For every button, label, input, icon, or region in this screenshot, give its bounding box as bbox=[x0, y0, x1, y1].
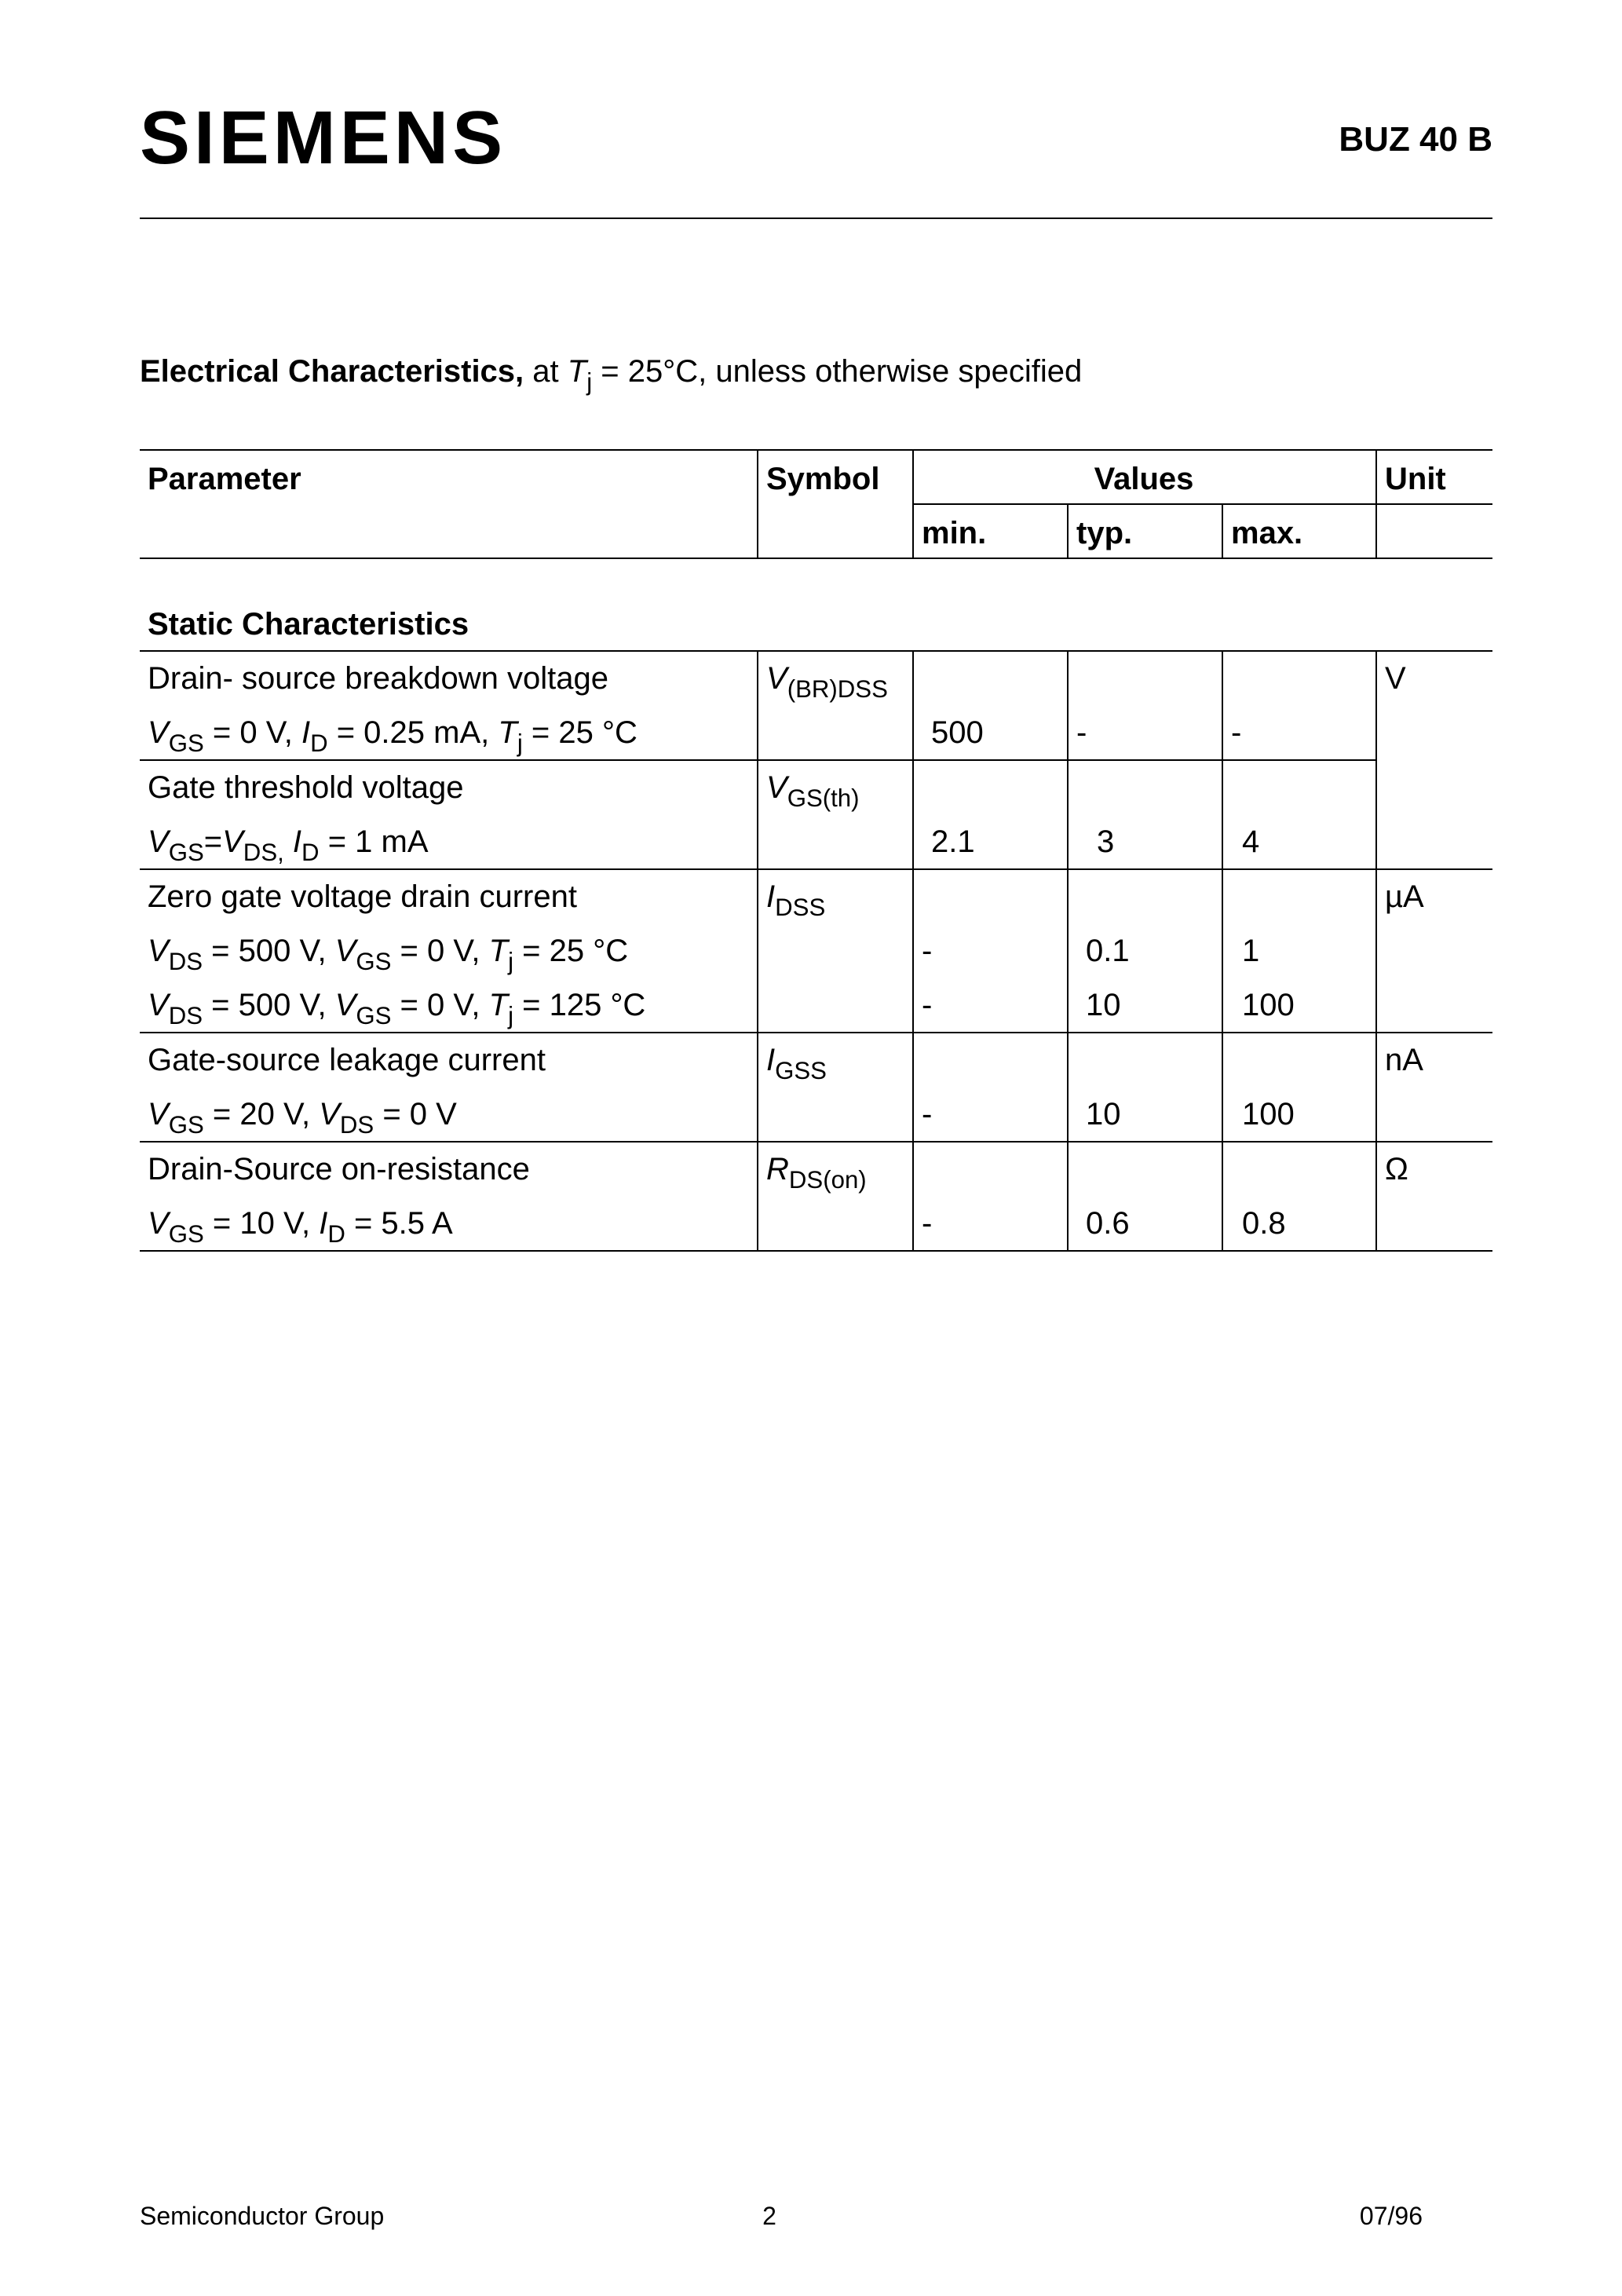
value-5-max: 100 bbox=[1242, 1097, 1295, 1132]
value-6-min: - bbox=[922, 1206, 933, 1241]
row1-parameter: Drain- source breakdown voltage bbox=[148, 661, 608, 696]
section-title: Static Characteristics bbox=[148, 607, 469, 642]
header-symbol: Symbol bbox=[766, 462, 880, 496]
condition-3-segment: GS bbox=[356, 947, 392, 975]
condition-1-segment: I bbox=[301, 715, 311, 750]
condition-4-segment: = 0 V, bbox=[391, 988, 489, 1022]
condition-6-segment: GS bbox=[168, 1219, 204, 1248]
row3-symbol-letter: I bbox=[766, 879, 776, 914]
value-4-max: 100 bbox=[1242, 988, 1295, 1022]
table-rule-bottom bbox=[140, 1250, 1492, 1252]
value-6-max: 0.8 bbox=[1242, 1206, 1286, 1241]
value-3-typ: 0.1 bbox=[1086, 934, 1130, 968]
condition-3-segment: V bbox=[148, 934, 169, 968]
caption-symbol: T bbox=[567, 354, 587, 389]
row1-symbol bbox=[766, 661, 888, 703]
row5-parameter: Drain-Source on-resistance bbox=[148, 1152, 530, 1186]
row3-parameter: Zero gate voltage drain current bbox=[148, 879, 577, 914]
value-3-min: - bbox=[922, 934, 933, 968]
condition-4-segment: V bbox=[148, 988, 169, 1022]
row1-symbol-letter: V bbox=[766, 661, 787, 696]
condition-4-segment: = 125 °C bbox=[513, 988, 646, 1022]
section-rule bbox=[140, 650, 1492, 652]
condition-5-segment: V bbox=[148, 1097, 169, 1132]
condition-2-segment: = bbox=[203, 824, 223, 859]
siemens-logo: SIEMENS bbox=[140, 96, 507, 180]
condition-line-5 bbox=[148, 1097, 457, 1139]
condition-4-segment: DS bbox=[168, 1001, 203, 1029]
row2-symbol-sub: GS(th) bbox=[787, 784, 860, 812]
header-divider-parameter bbox=[757, 449, 758, 558]
row5-symbol-sub: DS(on) bbox=[788, 1165, 867, 1194]
condition-1-segment: = 0 V, bbox=[203, 715, 301, 750]
table-caption bbox=[140, 351, 1083, 396]
row3-symbol bbox=[766, 879, 826, 921]
row5-unit: Ω bbox=[1385, 1152, 1408, 1186]
header-max: max. bbox=[1231, 516, 1303, 550]
condition-6-segment: = 5.5 A bbox=[345, 1206, 453, 1241]
condition-6-segment: V bbox=[148, 1206, 169, 1241]
header-parameter: Parameter bbox=[148, 462, 301, 496]
row4-parameter: Gate-source leakage current bbox=[148, 1043, 546, 1077]
header-rule bbox=[140, 218, 1492, 219]
row2-symbol-letter: V bbox=[766, 770, 787, 805]
condition-2-segment: V bbox=[148, 824, 169, 859]
value-2-min: 2.1 bbox=[931, 824, 975, 859]
condition-4-segment: GS bbox=[356, 1001, 392, 1029]
value-5-typ: 10 bbox=[1086, 1097, 1121, 1132]
value-1-typ: - bbox=[1076, 715, 1087, 750]
row-rule-3 bbox=[140, 1032, 1492, 1033]
condition-6-segment: I bbox=[319, 1206, 328, 1241]
condition-2-segment: GS bbox=[168, 838, 204, 866]
condition-line-3 bbox=[148, 934, 629, 975]
condition-1-segment: GS bbox=[168, 729, 204, 757]
row-rule-2 bbox=[140, 868, 1492, 870]
condition-3-segment: = 0 V, bbox=[391, 934, 489, 968]
page-number: 2 bbox=[762, 2202, 776, 2230]
body-divider-parameter bbox=[757, 650, 758, 1250]
caption-pre: at bbox=[524, 354, 568, 389]
row-rule-4 bbox=[140, 1141, 1492, 1143]
values-subheader-rule bbox=[912, 503, 1492, 505]
condition-5-segment: GS bbox=[168, 1110, 204, 1139]
row4-unit: nA bbox=[1385, 1043, 1423, 1077]
value-1-min: 500 bbox=[931, 715, 984, 750]
condition-3-segment: V bbox=[334, 934, 356, 968]
condition-3-segment: j bbox=[508, 947, 513, 975]
condition-1-segment: = 0.25 mA, bbox=[327, 715, 499, 750]
body-divider-min bbox=[1067, 650, 1069, 1250]
value-4-min: - bbox=[922, 988, 933, 1022]
condition-4-segment: T bbox=[488, 988, 509, 1022]
row5-symbol-letter: R bbox=[766, 1152, 789, 1186]
condition-1-segment: = 25 °C bbox=[522, 715, 637, 750]
body-divider-max bbox=[1375, 650, 1377, 1250]
condition-4-segment: V bbox=[334, 988, 356, 1022]
row2-symbol bbox=[766, 770, 860, 812]
value-2-max: 4 bbox=[1242, 824, 1260, 859]
value-2-typ: 3 bbox=[1097, 824, 1115, 859]
electrical-characteristics-table bbox=[140, 449, 1492, 1250]
body-divider-symbol bbox=[912, 650, 914, 1250]
condition-3-segment: DS bbox=[168, 947, 203, 975]
row5-symbol bbox=[766, 1152, 867, 1194]
condition-5-segment: = 20 V, bbox=[203, 1097, 320, 1132]
condition-2-segment: V bbox=[222, 824, 243, 859]
condition-2-segment: I bbox=[292, 824, 302, 859]
row1-unit: V bbox=[1385, 661, 1406, 696]
row4-symbol-sub: GSS bbox=[775, 1056, 827, 1084]
condition-4-segment: j bbox=[508, 1001, 513, 1029]
condition-1-segment: D bbox=[310, 729, 328, 757]
header-min: min. bbox=[922, 516, 987, 550]
value-6-typ: 0.6 bbox=[1086, 1206, 1130, 1241]
condition-3-segment: T bbox=[488, 934, 509, 968]
condition-line-6 bbox=[148, 1206, 453, 1248]
value-5-min: - bbox=[922, 1097, 933, 1132]
row2-parameter: Gate threshold voltage bbox=[148, 770, 464, 805]
caption-bold: Electrical Characteristics, bbox=[140, 354, 524, 389]
condition-5-segment: V bbox=[319, 1097, 340, 1132]
header-divider-min bbox=[1067, 503, 1069, 558]
condition-6-segment: D bbox=[327, 1219, 345, 1248]
condition-3-segment: = 500 V, bbox=[203, 934, 335, 968]
header-divider-values bbox=[1375, 449, 1377, 558]
condition-1-segment: T bbox=[498, 715, 517, 750]
body-divider-typ bbox=[1222, 650, 1223, 1250]
value-3-max: 1 bbox=[1242, 934, 1260, 968]
condition-1-segment: V bbox=[148, 715, 169, 750]
value-1-max: - bbox=[1231, 715, 1242, 750]
part-number: BUZ 40 B bbox=[1339, 120, 1492, 159]
row4-symbol bbox=[766, 1043, 827, 1084]
condition-2-segment: = 1 mA bbox=[319, 824, 429, 859]
condition-line-4 bbox=[148, 988, 646, 1029]
row3-symbol-sub: DSS bbox=[775, 893, 826, 921]
condition-line-1 bbox=[148, 715, 637, 757]
condition-1-segment: j bbox=[517, 729, 523, 757]
condition-2-segment bbox=[284, 824, 293, 859]
caption-post: = 25°C, unless otherwise specified bbox=[592, 354, 1083, 389]
header-values: Values bbox=[1094, 462, 1194, 496]
header-bottom-rule bbox=[140, 558, 1492, 559]
condition-line-2 bbox=[148, 824, 429, 866]
condition-3-segment: = 25 °C bbox=[513, 934, 629, 968]
condition-5-segment: DS bbox=[339, 1110, 374, 1139]
table-rule-top bbox=[140, 449, 1492, 451]
row4-symbol-letter: I bbox=[766, 1043, 776, 1077]
condition-4-segment: = 500 V, bbox=[203, 988, 335, 1022]
value-4-typ: 10 bbox=[1086, 988, 1121, 1022]
condition-2-segment: D bbox=[301, 838, 320, 866]
row3-unit: µA bbox=[1385, 879, 1424, 914]
condition-6-segment: = 10 V, bbox=[203, 1206, 320, 1241]
footer-left: Semiconductor Group bbox=[140, 2202, 385, 2230]
header-typ: typ. bbox=[1076, 516, 1133, 550]
header-divider-typ bbox=[1222, 503, 1223, 558]
caption-symbol-sub: j bbox=[586, 367, 593, 396]
header-unit: Unit bbox=[1385, 462, 1446, 496]
condition-2-segment: DS, bbox=[243, 838, 284, 866]
footer-date: 07/96 bbox=[1359, 2202, 1423, 2230]
condition-5-segment: = 0 V bbox=[374, 1097, 457, 1132]
row1-symbol-sub: (BR)DSS bbox=[787, 675, 888, 703]
